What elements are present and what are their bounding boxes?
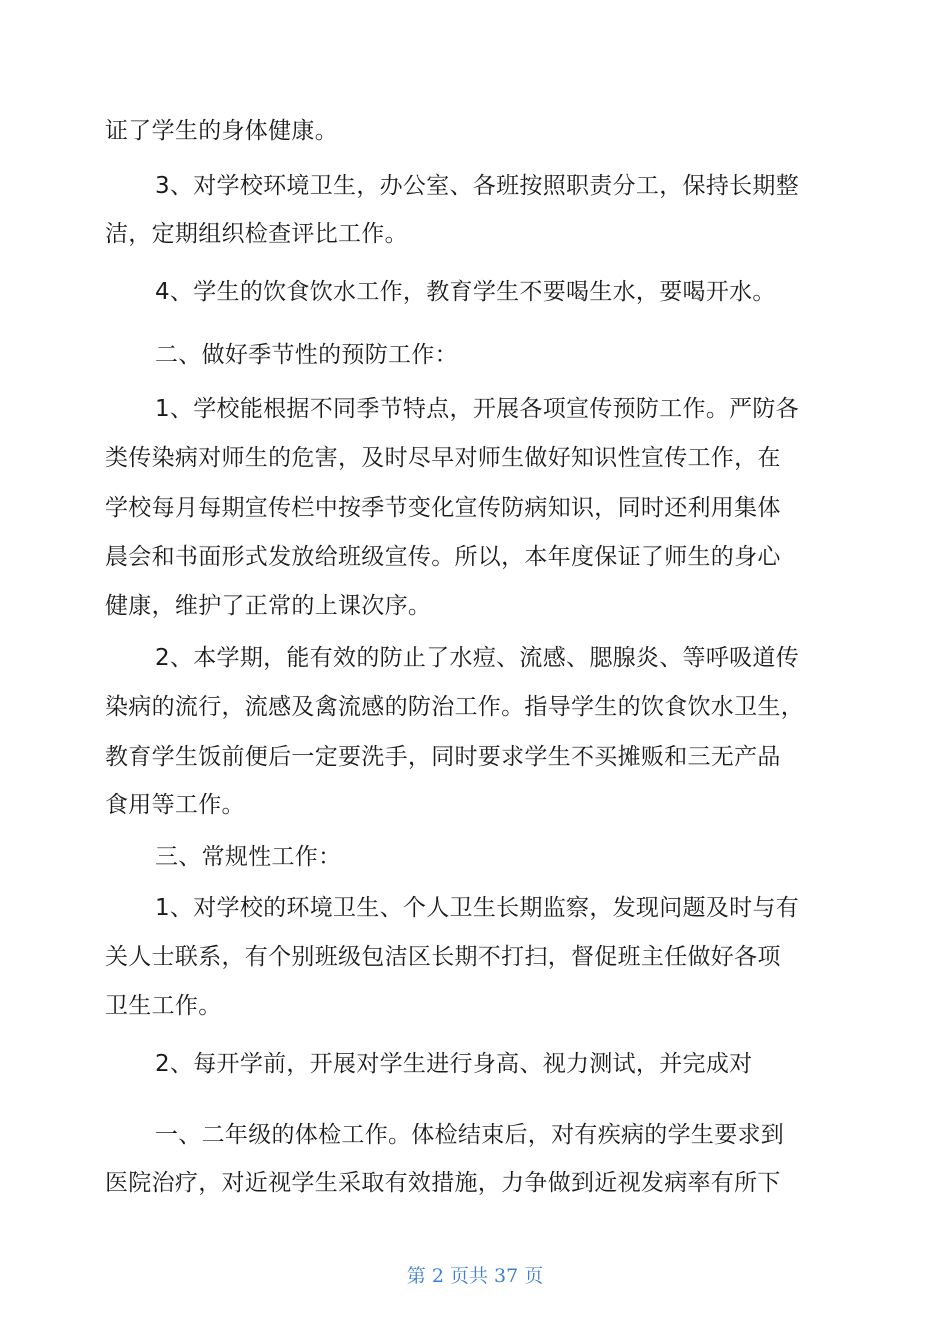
text-line: 医院治疗，对近视学生采取有效措施，力争做到近视发病率有所下 xyxy=(105,1170,781,1196)
text-line: 学校每月每期宣传栏中按季节变化宣传防病知识，同时还利用集体 xyxy=(105,495,781,521)
text-line: 关人士联系，有个别班级包洁区长期不打扫，督促班主任做好各项 xyxy=(105,944,781,970)
text-line: 1、对学校的环境卫生、个人卫生长期监察，发现问题及时与有 xyxy=(155,895,800,921)
text-line: 食用等工作。 xyxy=(105,792,245,818)
section-heading: 二、做好季节性的预防工作： xyxy=(155,342,458,368)
text-line: 健康，维护了正常的上课次序。 xyxy=(105,593,432,619)
text-line: 洁，定期组织检查评比工作。 xyxy=(105,221,408,247)
text-line: 一、二年级的体检工作。体检结束后，对有疾病的学生要求到 xyxy=(155,1122,785,1148)
text-line: 教育学生饭前便后一定要洗手，同时要求学生不买摊贩和三无产品 xyxy=(105,744,781,770)
text-line: 2、本学期，能有效的防止了水痘、流感、腮腺炎、等呼吸道传 xyxy=(155,645,800,671)
text-line: 证了学生的身体健康。 xyxy=(105,118,338,144)
text-line: 类传染病对师生的危害，及时尽早对师生做好知识性宣传工作，在 xyxy=(105,445,781,471)
text-line: 3、对学校环境卫生，办公室、各班按照职责分工，保持长期整 xyxy=(155,173,800,199)
text-line: 1、学校能根据不同季节特点，开展各项宣传预防工作。严防各 xyxy=(155,396,800,422)
text-line: 4、学生的饮食饮水工作，教育学生不要喝生水，要喝开水。 xyxy=(155,279,776,305)
text-line: 晨会和书面形式发放给班级宣传。所以，本年度保证了师生的身心 xyxy=(105,544,781,570)
text-line: 染病的流行，流感及禽流感的防治工作。指导学生的饮食饮水卫生， xyxy=(105,694,804,720)
text-line: 2、每开学前，开展对学生进行身高、视力测试，并完成对 xyxy=(155,1051,753,1077)
section-heading: 三、常规性工作： xyxy=(155,844,342,870)
text-line: 卫生工作。 xyxy=(105,993,222,1019)
page-number-footer: 第 2 页共 37 页 xyxy=(406,1265,544,1287)
